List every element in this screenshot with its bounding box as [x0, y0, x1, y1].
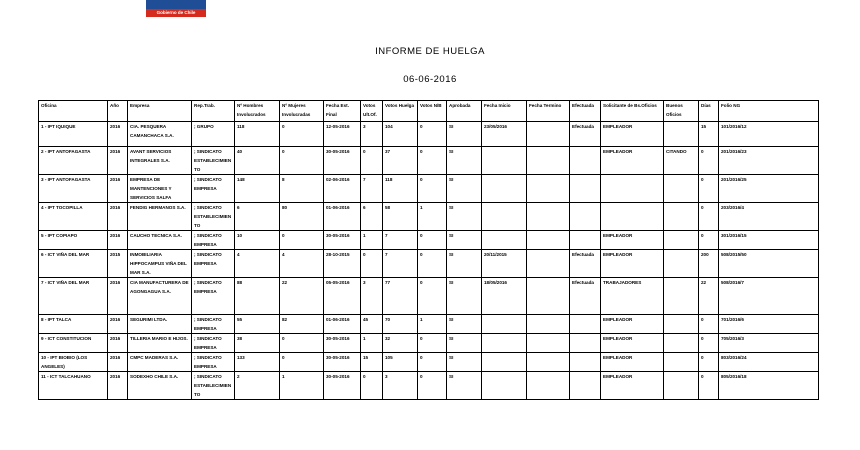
table-cell: 0 — [280, 334, 324, 353]
table-cell — [664, 334, 699, 353]
table-cell — [527, 122, 570, 147]
table-cell: 2015 — [108, 250, 128, 278]
table-cell — [527, 334, 570, 353]
table-cell: 10 — [235, 231, 280, 250]
table-cell: 2016 — [108, 372, 128, 400]
table-cell: 40 — [235, 147, 280, 175]
table-cell — [570, 175, 601, 203]
table-cell: 82 — [280, 315, 324, 334]
table-cell — [664, 353, 699, 372]
table-cell: 6 - ICT VIÑA DEL MAR — [39, 250, 108, 278]
col-header: Oficina — [39, 101, 108, 122]
table-cell: CIA. PESQUERA CAMANCHACA S.A. — [128, 122, 192, 147]
table-cell: 05-05-2016 — [324, 278, 361, 315]
table-cell: 2016 — [108, 203, 128, 231]
table-cell — [664, 250, 699, 278]
table-cell — [527, 278, 570, 315]
table-cell — [570, 231, 601, 250]
table-cell: 101/2016/12 — [719, 122, 819, 147]
table-cell: 55 — [235, 315, 280, 334]
table-cell: FENDIG HERMANOS S.A. — [128, 203, 192, 231]
table-cell: 0 — [361, 372, 383, 400]
table-cell: 0 — [699, 334, 719, 353]
table-cell: 104 — [383, 122, 418, 147]
table-cell: CIA MANUFACTURERA DE AGONGAGUA S.A. — [128, 278, 192, 315]
col-header: Nº Mujeres Involucradas — [280, 101, 324, 122]
table-row — [39, 334, 819, 353]
table-cell: 30-05-2016 — [324, 334, 361, 353]
table-cell — [527, 231, 570, 250]
table-cell: ; SINDICATO EMPRESA — [192, 315, 235, 334]
table-cell — [482, 203, 527, 231]
table-cell: 30-05-2016 — [324, 372, 361, 400]
table-cell — [664, 175, 699, 203]
table-row — [39, 372, 819, 400]
table-cell — [664, 315, 699, 334]
table-cell: 0 — [418, 250, 447, 278]
table-cell: 701/2016/6 — [719, 315, 819, 334]
table-row — [39, 122, 819, 147]
table-cell: 508/2016/7 — [719, 278, 819, 315]
table-cell — [482, 353, 527, 372]
table-cell: 705/2016/3 — [719, 334, 819, 353]
table-cell: SI — [447, 250, 482, 278]
table-header-row — [39, 101, 819, 122]
table-cell: 805/2016/18 — [719, 372, 819, 400]
col-header: Votos N/B — [418, 101, 447, 122]
table-cell: EMPLEADOR — [601, 122, 664, 147]
table-cell: 203/2016/4 — [719, 203, 819, 231]
table-cell: ; SINDICATO EMPRESA — [192, 231, 235, 250]
table-cell: 508/2015/50 — [719, 250, 819, 278]
table-cell: 0 — [699, 315, 719, 334]
table-cell: 301/2016/15 — [719, 231, 819, 250]
col-header: Solicitante de Bs.Oficios — [601, 101, 664, 122]
col-header: Buenos Oficios — [664, 101, 699, 122]
table-cell: 0 — [418, 372, 447, 400]
table-cell: 0 — [280, 122, 324, 147]
table-cell: 201/2016/25 — [719, 175, 819, 203]
table-row — [39, 353, 819, 372]
table-cell: 118 — [235, 122, 280, 147]
table-cell — [570, 203, 601, 231]
col-header: Efectuada — [570, 101, 601, 122]
table-cell: 2016 — [108, 315, 128, 334]
report-date: 06-06-2016 — [403, 74, 457, 85]
table-cell: 3 — [361, 278, 383, 315]
table-row — [39, 175, 819, 203]
table-cell: 0 — [361, 250, 383, 278]
table-cell: 1 — [418, 203, 447, 231]
table-cell: 7 — [361, 175, 383, 203]
table-row — [39, 315, 819, 334]
table-cell: EMPLEADOR — [601, 250, 664, 278]
table-cell: 0 — [418, 231, 447, 250]
table-cell: 5 - IPT COPIAPO — [39, 231, 108, 250]
col-header: Empresa — [128, 101, 192, 122]
col-header: Rep.Trab. — [192, 101, 235, 122]
table-cell: 30-05-2016 — [324, 353, 361, 372]
table-cell — [482, 175, 527, 203]
col-header: Folio NG — [719, 101, 819, 122]
table-cell: CITANDO — [664, 147, 699, 175]
table-cell — [527, 250, 570, 278]
table-cell: SI — [447, 231, 482, 250]
table-cell: 1 - IPT IQUIQUE — [39, 122, 108, 147]
table-cell: 0 — [699, 372, 719, 400]
table-cell: 23/05/2016 — [482, 122, 527, 147]
table-cell: 80 — [280, 203, 324, 231]
table-cell: EMPLEADOR — [601, 372, 664, 400]
table-cell: 2016 — [108, 231, 128, 250]
table-cell: CMPC MADERAS S.A. — [128, 353, 192, 372]
table-cell: ; SINDICATO ESTABLECIMIENTO — [192, 203, 235, 231]
table-cell: 1 — [280, 372, 324, 400]
table-cell: 105 — [383, 353, 418, 372]
table-cell: 7 — [383, 250, 418, 278]
table-cell: 12-05-2016 — [324, 122, 361, 147]
table-row — [39, 203, 819, 231]
table-cell: 37 — [383, 147, 418, 175]
table-cell: EMPLEADOR — [601, 353, 664, 372]
table-cell: 45 — [361, 315, 383, 334]
table-cell: 15 — [361, 353, 383, 372]
table-cell: 0 — [280, 231, 324, 250]
table-cell: 2016 — [108, 353, 128, 372]
table-cell: 3 — [361, 122, 383, 147]
table-cell: Efectuada — [570, 122, 601, 147]
table-cell: 58 — [383, 203, 418, 231]
table-cell: 0 — [418, 122, 447, 147]
table-cell: SI — [447, 353, 482, 372]
table-cell — [570, 147, 601, 175]
table-cell: ; SINDICATO ESTABLECIMIENTO — [192, 372, 235, 400]
table-cell: 803/2016/24 — [719, 353, 819, 372]
table-cell — [527, 147, 570, 175]
table-cell: EMPLEADOR — [601, 231, 664, 250]
table-cell: 3 - IPT ANTOFAGASTA — [39, 175, 108, 203]
table-cell: SI — [447, 278, 482, 315]
table-cell: SI — [447, 122, 482, 147]
table-cell: 1 — [418, 315, 447, 334]
table-cell — [482, 334, 527, 353]
table-cell: 4 - IPT TOCOPILLA — [39, 203, 108, 231]
table-cell: TILLERIA MARIO E HIJOS. — [128, 334, 192, 353]
col-header: Votos Huelga — [383, 101, 418, 122]
table-cell: ; SINDICATO EMPRESA — [192, 334, 235, 353]
col-header: Fecha Est. Final — [324, 101, 361, 122]
col-header: Votos Ult.Of. — [361, 101, 383, 122]
table-cell: 148 — [235, 175, 280, 203]
table-row — [39, 278, 819, 315]
table-cell: 0 — [418, 175, 447, 203]
table-cell: 118 — [383, 175, 418, 203]
table-cell: 0 — [418, 334, 447, 353]
table-cell: 28-10-2015 — [324, 250, 361, 278]
table-cell: SEGURIMI LTDA. — [128, 315, 192, 334]
logo-text: Gobierno de Chile — [156, 10, 196, 15]
table-cell: 1 — [361, 334, 383, 353]
table-cell: SI — [447, 203, 482, 231]
table-cell: 10 - IPT BIOBIO (LOS ANGELES) — [39, 353, 108, 372]
col-header: Nº Hombres Involucrados — [235, 101, 280, 122]
table-cell: 0 — [699, 203, 719, 231]
table-cell — [664, 231, 699, 250]
table-cell: 3 — [383, 372, 418, 400]
table-cell: 7 — [383, 231, 418, 250]
table-cell — [527, 203, 570, 231]
table-cell — [601, 203, 664, 231]
table-cell: 01-06-2016 — [324, 315, 361, 334]
table-cell: 6 — [361, 203, 383, 231]
table-cell — [570, 372, 601, 400]
table-cell: SI — [447, 334, 482, 353]
col-header: Fecha Termino — [527, 101, 570, 122]
table-cell: 02-06-2016 — [324, 175, 361, 203]
table-cell — [570, 353, 601, 372]
table-cell: SI — [447, 315, 482, 334]
table-cell — [482, 315, 527, 334]
table-cell: 77 — [383, 278, 418, 315]
table-cell: 0 — [280, 147, 324, 175]
table-cell — [482, 231, 527, 250]
table-cell: 88 — [235, 278, 280, 315]
table-cell: 0 — [699, 353, 719, 372]
table-cell: Efectuada — [570, 278, 601, 315]
table-cell: 11 - ICT TALCAHUANO — [39, 372, 108, 400]
table-cell — [482, 147, 527, 175]
table-cell: AVANT SERVICIOS INTEGRALES S.A. — [128, 147, 192, 175]
table-cell: 4 — [235, 250, 280, 278]
table-cell: 22 — [280, 278, 324, 315]
table-cell: EMPLEADOR — [601, 315, 664, 334]
table-cell: 1 — [361, 231, 383, 250]
table-cell — [527, 315, 570, 334]
table-cell: 15 — [699, 122, 719, 147]
table-cell: 8 - IPT TALCA — [39, 315, 108, 334]
table-cell: 2016 — [108, 122, 128, 147]
table-cell: ; SINDICATO EMPRESA — [192, 278, 235, 315]
table-cell: 7 - ICT VIÑA DEL MAR — [39, 278, 108, 315]
table-cell: SODEXHO CHILE S.A. — [128, 372, 192, 400]
table-cell: 2016 — [108, 334, 128, 353]
table-cell — [664, 203, 699, 231]
table-cell — [664, 278, 699, 315]
table-cell — [664, 372, 699, 400]
table-cell: 8 — [280, 175, 324, 203]
col-header: Fecha Inicio — [482, 101, 527, 122]
table-cell: 2016 — [108, 175, 128, 203]
table-cell: Efectuada — [570, 250, 601, 278]
table-cell: TRABAJADORES — [601, 278, 664, 315]
table-cell: 20/11/2015 — [482, 250, 527, 278]
table-cell: 0 — [699, 231, 719, 250]
table-cell — [527, 353, 570, 372]
table-row — [39, 147, 819, 175]
table-cell: SI — [447, 147, 482, 175]
table-row — [39, 231, 819, 250]
table-cell: ; SINDICATO EMPRESA — [192, 353, 235, 372]
table-cell: 0 — [361, 147, 383, 175]
table-body — [39, 122, 819, 400]
table-cell: 0 — [699, 147, 719, 175]
table-cell: 0 — [699, 175, 719, 203]
table-cell: 9 - ICT CONSTITUCION — [39, 334, 108, 353]
table-row — [39, 250, 819, 278]
table-cell: 70 — [383, 315, 418, 334]
table-cell: INMOBILIARIA HIPPOCAMPUS VIÑA DEL MAR S.A. — [128, 250, 192, 278]
table-cell: ; SINDICATO ESTABLECIMIENTO — [192, 147, 235, 175]
table-cell: 201/2016/23 — [719, 147, 819, 175]
table-cell: ; GRUPO — [192, 122, 235, 147]
table-cell: 200 — [699, 250, 719, 278]
table-cell: 0 — [280, 353, 324, 372]
table-cell: EMPRESA DE MANTENCIONES Y SERVICIOS SALFA — [128, 175, 192, 203]
table-cell — [664, 122, 699, 147]
col-header: Aprobada — [447, 101, 482, 122]
table-cell — [527, 175, 570, 203]
table-cell: 2016 — [108, 278, 128, 315]
table-cell — [570, 315, 601, 334]
table-cell: CAUCHO TECNICA S.A. — [128, 231, 192, 250]
table-cell — [601, 175, 664, 203]
table-cell: 30-05-2016 — [324, 147, 361, 175]
table-cell: 133 — [235, 353, 280, 372]
table-cell: 22 — [699, 278, 719, 315]
table-cell: 0 — [418, 278, 447, 315]
table-cell: 30-05-2016 — [324, 231, 361, 250]
table-cell: SI — [447, 372, 482, 400]
col-header: Días — [699, 101, 719, 122]
col-header: Año — [108, 101, 128, 122]
table-cell: 0 — [418, 353, 447, 372]
logo-blue-bar — [146, 0, 206, 9]
table-cell: 18/05/2016 — [482, 278, 527, 315]
table-cell: 01-06-2016 — [324, 203, 361, 231]
table-cell: EMPLEADOR — [601, 147, 664, 175]
gobierno-logo — [146, 0, 206, 17]
table-cell: 2 — [235, 372, 280, 400]
table-cell: 4 — [280, 250, 324, 278]
table-cell — [527, 372, 570, 400]
table-cell: ; SINDICATO EMPRESA — [192, 175, 235, 203]
table-cell — [570, 334, 601, 353]
table-cell: 6 — [235, 203, 280, 231]
table-cell: 38 — [235, 334, 280, 353]
strike-report-table — [38, 100, 819, 400]
table-cell: 32 — [383, 334, 418, 353]
table-cell: EMPLEADOR — [601, 334, 664, 353]
table-cell: 2016 — [108, 147, 128, 175]
table-cell: SI — [447, 175, 482, 203]
table-cell: 0 — [418, 147, 447, 175]
table-cell: 2 - IPT ANTOFAGASTA — [39, 147, 108, 175]
report-title: INFORME DE HUELGA — [375, 46, 485, 57]
table-cell: ; SINDICATO EMPRESA — [192, 250, 235, 278]
table-cell — [482, 372, 527, 400]
